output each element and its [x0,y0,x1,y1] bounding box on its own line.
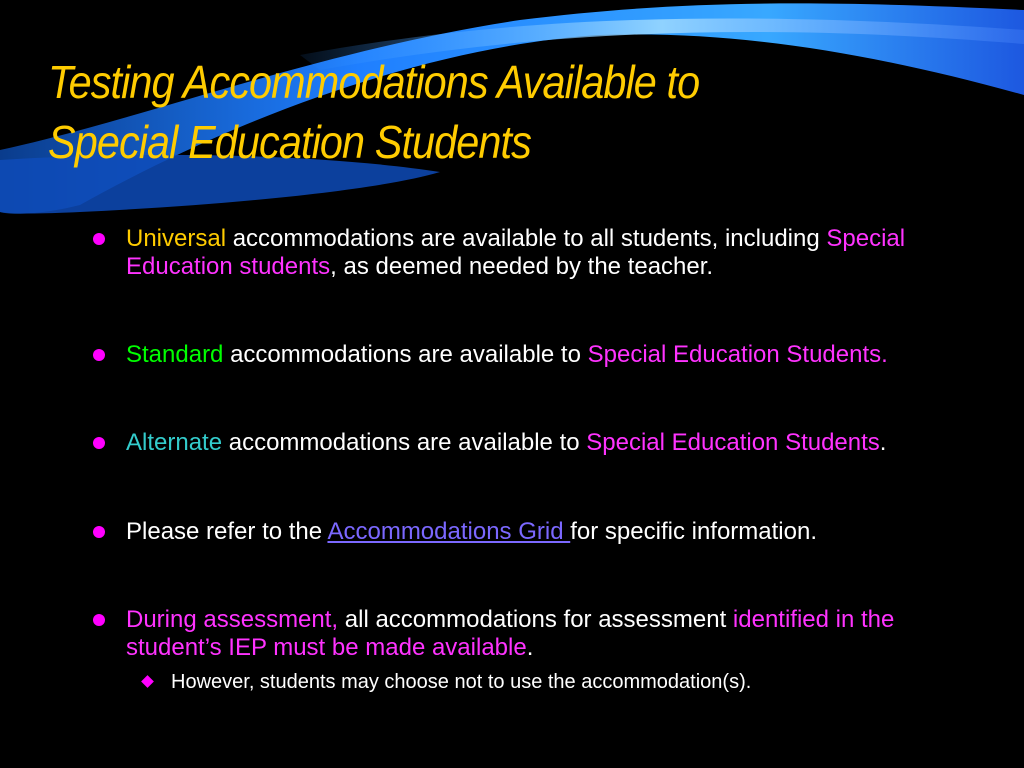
bullet-item-standard [126,341,926,369]
bullet-dot-icon [93,233,105,245]
bullet-text: Universal [126,225,227,252]
bullet-dot-icon [93,349,105,361]
bullet-text: . [879,429,887,456]
bullet-item-accommodations-grid [126,518,926,546]
bullet-dot-icon [93,437,105,449]
bullet-text: Special Education Students [586,429,880,456]
sub-bullet-text: However, students may choose not to use the accommodation(s). [171,671,752,693]
bullet-item-during-assessment [126,606,926,662]
slide-title-line-1: Testing Accommodations Available to [48,56,700,108]
diamond-bullet-icon [141,675,154,688]
bullet-text: Special Education students [126,225,906,280]
bullet-text: accommodations are available to [222,429,587,456]
bullet-text: Please refer to the [126,518,328,545]
bullet-text: , as deemed needed by the teacher. [330,253,714,280]
sub-bullet-item [171,669,951,695]
bullet-text: all accommodations for assessment [338,606,733,633]
bullet-text: Special Education Students. [587,341,888,368]
bullet-text: for specific information. [570,518,817,545]
bullet-item-universal [126,225,926,281]
slide-title-line-2: Special Education Students [48,116,531,168]
bullet-text: . [526,634,534,661]
bullet-text: Alternate [126,429,223,456]
bullet-text: accommodations are available to [223,341,588,368]
bullet-text: Standard [126,341,224,368]
accommodations-grid-link[interactable]: Accommodations Grid [327,518,571,545]
bullet-dot-icon [93,526,105,538]
bullet-text: identified in the student’s IEP must be made available [126,606,895,661]
bullet-text: During assessment, [126,606,339,633]
bullet-dot-icon [93,614,105,626]
bullet-text: accommodations are available to all students, including [226,225,827,252]
bullet-item-alternate [126,429,926,457]
